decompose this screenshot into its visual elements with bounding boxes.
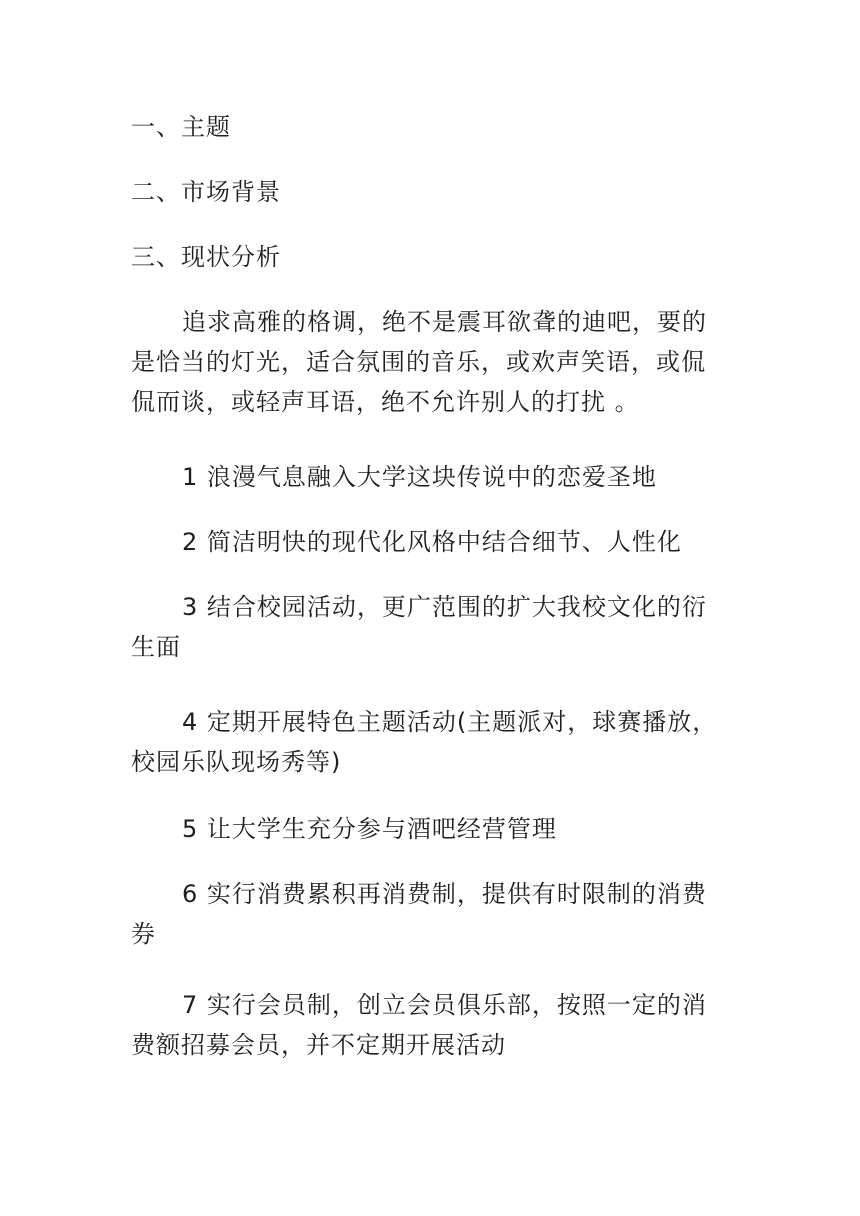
list-item-line: 3 结合校园活动，更广范围的扩大我校文化的衍 <box>182 593 707 621</box>
list-item-line: 生面 <box>131 633 181 661</box>
list-item <box>131 985 731 1065</box>
paragraph-line: 是恰当的灯光，适合氛围的音乐，或欢声笑语，或侃 <box>131 348 706 376</box>
list-item-line: 5 让大学生充分参与酒吧经营管理 <box>182 815 557 843</box>
list-item <box>131 874 731 954</box>
list-item-line: 1 浪漫气息融入大学这块传说中的恋爱圣地 <box>182 463 657 491</box>
list-item <box>131 809 731 849</box>
list-item-line: 6 实行消费累积再消费制，提供有时限制的消费 <box>182 880 707 908</box>
paragraph-line: 侃而谈，或轻声耳语，绝不允许别人的打扰 。 <box>131 388 640 416</box>
list-item-line: 费额招募会员，并不定期开展活动 <box>131 1031 506 1059</box>
heading-topic <box>131 107 731 147</box>
heading-text: 二、市场背景 <box>131 178 281 206</box>
heading-text: 一、主题 <box>131 113 231 141</box>
list-item <box>131 522 731 562</box>
list-item <box>131 587 731 667</box>
list-item-line: 4 定期开展特色主题活动(主题派对，球赛播放， <box>182 708 718 736</box>
heading-market-background <box>131 172 731 212</box>
list-item-line: 券 <box>131 920 156 948</box>
list-item <box>131 457 731 497</box>
heading-text: 三、现状分析 <box>131 243 281 271</box>
list-item <box>131 702 731 782</box>
paragraph-line: 追求高雅的格调，绝不是震耳欲聋的迪吧，要的 <box>182 308 707 336</box>
heading-status-analysis <box>131 237 731 277</box>
list-item-line: 2 简洁明快的现代化风格中结合细节、人性化 <box>182 528 682 556</box>
list-item-line: 7 实行会员制，创立会员俱乐部，按照一定的消 <box>182 991 707 1019</box>
intro-paragraph <box>131 302 731 422</box>
list-item-line: 校园乐队现场秀等) <box>131 748 342 776</box>
